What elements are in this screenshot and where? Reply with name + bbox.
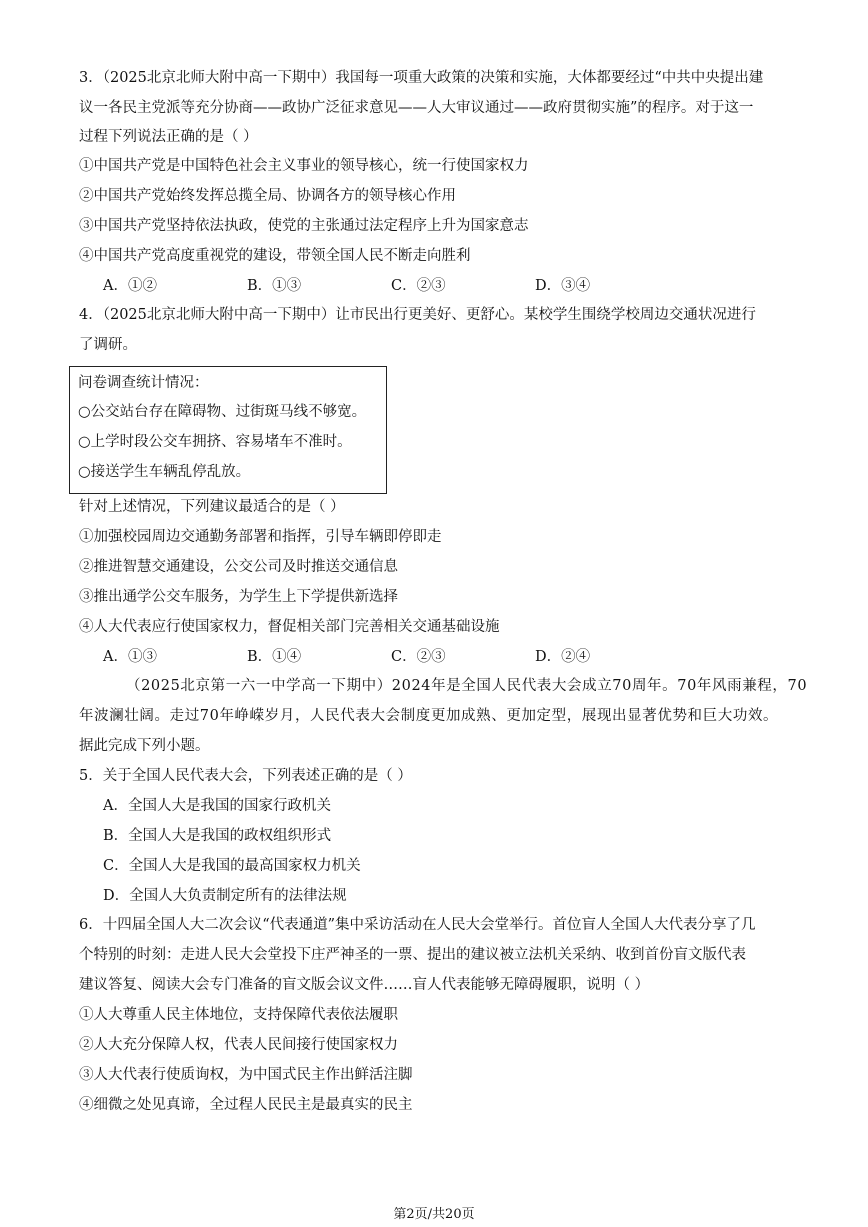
q5-option-b: B．全国人大是我国的政权组织形式 <box>103 828 332 844</box>
q6-statement-3: ③人大代表行使质询权，为中国式民主作出鲜活注脚 <box>79 1067 413 1083</box>
q4-options <box>103 647 679 667</box>
q5-option-a: A．全国人大是我国的国家行政机关 <box>103 798 331 814</box>
material-line-3: 据此完成下列小题。 <box>79 738 210 754</box>
q3-statement-1: ①中国共产党是中国特色社会主义事业的领导核心，统一行使国家权力 <box>79 158 529 174</box>
q5-option-d: D．全国人大负责制定所有的法律法规 <box>103 888 347 904</box>
q3-option-a: A．①② <box>103 278 157 294</box>
q4-option-b: B．①④ <box>247 649 302 665</box>
q4-statement-1: ①加强校园周边交通勤务部署和指挥，引导车辆即停即走 <box>79 529 442 545</box>
survey-box-item-2: ○上学时段公交车拥挤、容易堵车不准时。 <box>78 434 352 450</box>
survey-box-item-3: ○接送学生车辆乱停乱放。 <box>78 464 251 480</box>
q3-option-c: C．②③ <box>391 278 446 294</box>
q3-option-d: D．③④ <box>535 278 591 294</box>
page-number: 第2页/共20页 <box>393 1207 475 1222</box>
survey-box-item-1: ○公交站台存在障碍物、过街斑马线不够宽。 <box>78 404 367 420</box>
q3-stem-line-3: 过程下列说法正确的是（ ） <box>79 129 258 145</box>
material-line-1: （2025北京第一六一中学高一下期中）2024年是全国人民代表大会成立70周年。70年风雨兼程，70 <box>126 678 808 694</box>
q4-statement-4: ④人大代表应行使国家权力，督促相关部门完善相关交通基础设施 <box>79 619 500 635</box>
q4-stem-line-2: 了调研。 <box>79 337 137 353</box>
q3-statement-2: ②中国共产党始终发挥总揽全局、协调各方的领导核心作用 <box>79 188 456 204</box>
material-line-2: 年波澜壮阔。走过70年峥嵘岁月，人民代表大会制度更加成熟、更加定型，展现出显著优势和巨大功效。 <box>79 708 779 724</box>
q6-statement-1: ①人大尊重人民主体地位，支持保障代表依法履职 <box>79 1007 398 1023</box>
q3-statement-4: ④中国共产党高度重视党的建设，带领全国人民不断走向胜利 <box>79 248 471 264</box>
q3-statement-3: ③中国共产党坚持依法执政，使党的主张通过法定程序上升为国家意志 <box>79 218 529 234</box>
q6-stem-line-1: 6．十四届全国人大二次会议“代表通道”集中采访活动在人民大会堂举行。首位盲人全国人大代表分享了几 <box>79 917 756 933</box>
q4-statement-2: ②推进智慧交通建设，公交公司及时推送交通信息 <box>79 559 398 575</box>
q4-prompt: 针对上述情况，下列建议最适合的是（ ） <box>79 499 345 515</box>
q4-option-d: D．②④ <box>535 649 591 665</box>
q4-option-c: C．②③ <box>391 649 446 665</box>
q4-statement-3: ③推出通学公交车服务，为学生上下学提供新选择 <box>79 589 398 605</box>
q5-option-c: C．全国人大是我国的最高国家权力机关 <box>103 858 361 874</box>
q6-stem-line-2: 个特别的时刻：走进人民大会堂投下庄严神圣的一票、提出的建议被立法机关采纳、收到首份盲文版代表 <box>79 947 746 963</box>
survey-box <box>69 366 387 494</box>
survey-box-title: 问卷调查统计情况： <box>78 375 209 391</box>
q4-stem-line-1: 4．（2025北京北师大附中高一下期中）让市民出行更美好、更舒心。某校学生围绕学校周边交通状况进行 <box>79 307 756 323</box>
q5-stem: 5．关于全国人民代表大会，下列表述正确的是（ ） <box>79 768 412 784</box>
q3-stem-line-1: 3．（2025北京北师大附中高一下期中）我国每一项重大政策的决策和实施，大体都要经过“中共中央提出建 <box>79 70 764 86</box>
q3-options <box>103 276 679 296</box>
q3-stem-line-2: 议一各民主党派等充分协商——政协广泛征求意见——人大审议通过——政府贯彻实施”的程序。对于这一 <box>79 100 754 116</box>
q6-statement-4: ④细微之处见真谛，全过程人民民主是最真实的民主 <box>79 1097 413 1113</box>
q4-option-a: A．①③ <box>103 649 157 665</box>
q6-statement-2: ②人大充分保障人权，代表人民间接行使国家权力 <box>79 1037 398 1053</box>
q3-option-b: B．①③ <box>247 278 302 294</box>
q6-stem-line-3: 建议答复、阅读大会专门准备的盲文版会议文件……盲人代表能够无障碍履职，说明（ ） <box>79 977 650 993</box>
